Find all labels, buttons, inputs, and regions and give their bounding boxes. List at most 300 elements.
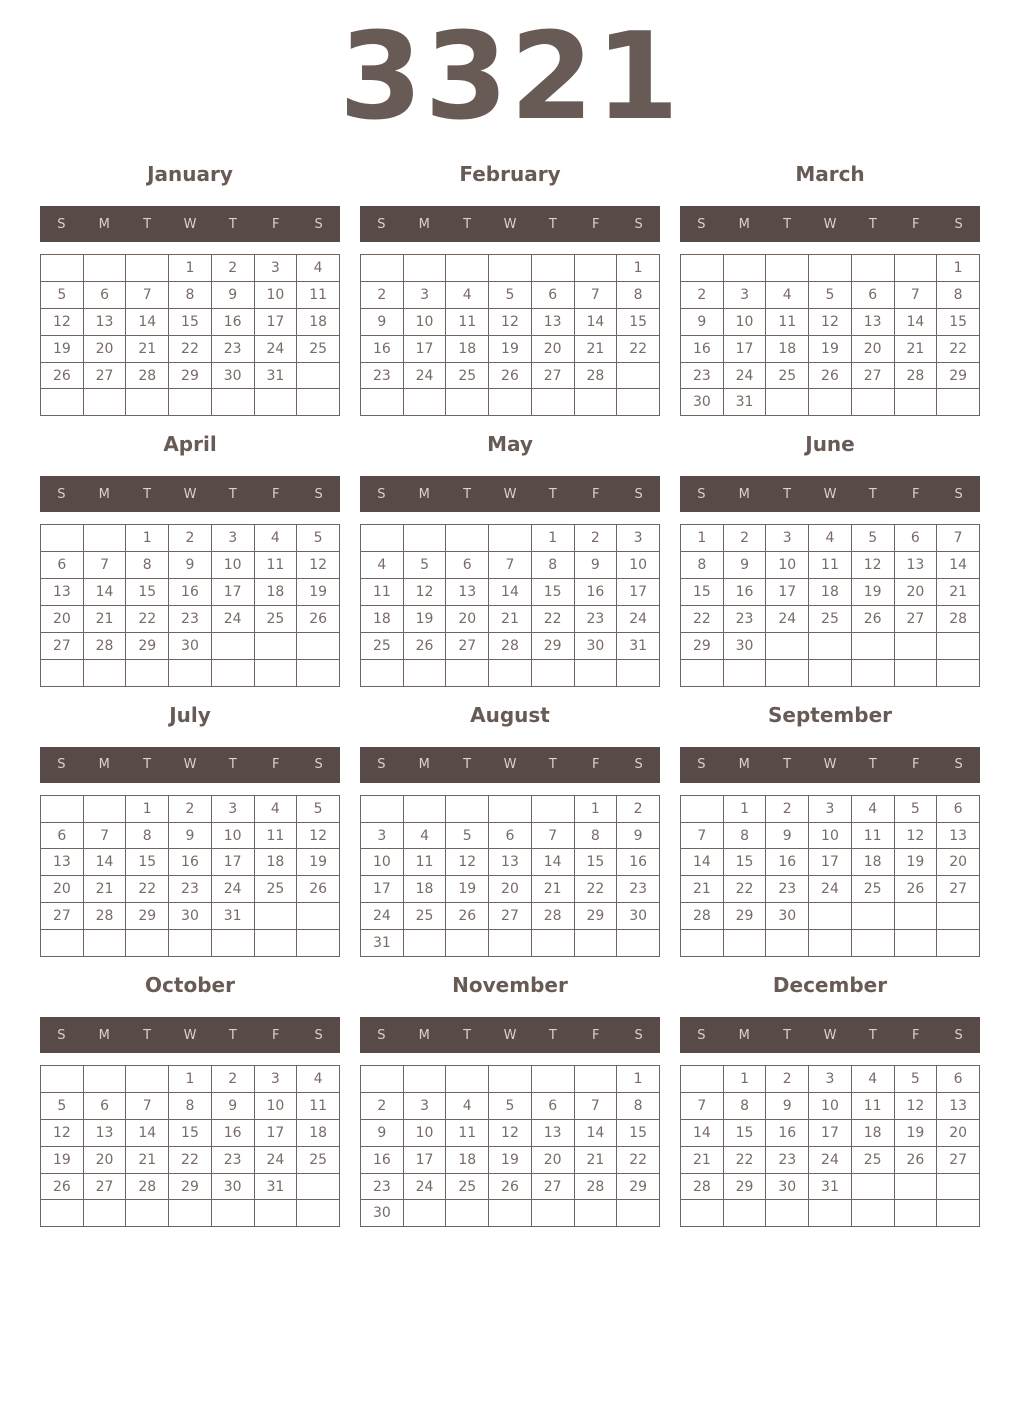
date-cell: 5	[809, 281, 852, 308]
date-cell: 5	[403, 552, 446, 579]
date-cell: 28	[681, 903, 724, 930]
date-cell: 4	[809, 525, 852, 552]
date-cell: 25	[446, 1173, 489, 1200]
date-grid-body	[361, 525, 660, 686]
date-grid	[680, 1065, 980, 1227]
date-cell: 24	[254, 335, 297, 362]
date-cell: 3	[403, 281, 446, 308]
date-cell: 27	[446, 632, 489, 659]
date-cell: 27	[83, 362, 126, 389]
week-row	[361, 876, 660, 903]
date-cell: 16	[574, 579, 617, 606]
date-cell: 10	[211, 552, 254, 579]
date-cell: 28	[489, 632, 532, 659]
date-cell: 20	[83, 1146, 126, 1173]
week-row	[361, 1119, 660, 1146]
weekday-label: M	[98, 216, 110, 232]
empty-cell	[169, 930, 212, 957]
weekday-label: S	[954, 216, 963, 232]
week-row	[681, 659, 980, 686]
date-cell: 23	[361, 1173, 404, 1200]
week-row	[361, 362, 660, 389]
weekday-label: W	[503, 757, 517, 773]
date-cell: 19	[489, 335, 532, 362]
date-cell: 31	[617, 632, 660, 659]
weekday-label: T	[143, 1027, 152, 1043]
weekday-label: T	[463, 216, 472, 232]
empty-cell	[574, 659, 617, 686]
date-cell: 23	[361, 362, 404, 389]
date-cell: 22	[617, 335, 660, 362]
weekday-label: T	[548, 486, 557, 502]
date-grid-body	[361, 255, 660, 416]
week-row	[41, 525, 340, 552]
weekday-label: F	[591, 757, 600, 773]
date-cell: 21	[681, 1146, 724, 1173]
empty-cell	[361, 389, 404, 416]
date-cell: 27	[937, 876, 980, 903]
date-grid	[40, 254, 340, 416]
date-cell: 24	[766, 606, 809, 633]
empty-cell	[809, 903, 852, 930]
date-cell: 18	[766, 335, 809, 362]
date-cell: 15	[531, 579, 574, 606]
date-cell: 11	[446, 1119, 489, 1146]
date-cell: 8	[937, 281, 980, 308]
weekday-label: T	[868, 1027, 877, 1043]
date-grid	[360, 795, 660, 957]
weekday-label: T	[228, 486, 237, 502]
empty-cell	[41, 930, 84, 957]
weekday-label: M	[98, 486, 110, 502]
date-cell: 6	[937, 795, 980, 822]
weekday-label: S	[697, 216, 706, 232]
weekday-label: W	[823, 757, 837, 773]
week-row	[681, 632, 980, 659]
date-cell: 19	[41, 1146, 84, 1173]
empty-cell	[403, 525, 446, 552]
date-cell: 1	[169, 255, 212, 282]
date-cell: 24	[617, 606, 660, 633]
date-grid-body	[681, 1066, 980, 1227]
empty-cell	[446, 1200, 489, 1227]
date-cell: 20	[41, 606, 84, 633]
date-cell: 21	[681, 876, 724, 903]
date-cell: 25	[446, 362, 489, 389]
date-cell: 14	[937, 552, 980, 579]
week-row	[681, 930, 980, 957]
date-cell: 27	[851, 362, 894, 389]
date-cell: 25	[254, 876, 297, 903]
empty-cell	[254, 903, 297, 930]
date-cell: 6	[894, 525, 937, 552]
week-row	[361, 389, 660, 416]
date-cell: 27	[489, 903, 532, 930]
empty-cell	[297, 1173, 340, 1200]
week-row	[681, 552, 980, 579]
date-cell: 9	[766, 1092, 809, 1119]
date-cell: 9	[681, 308, 724, 335]
date-cell: 28	[126, 1173, 169, 1200]
date-cell: 25	[361, 632, 404, 659]
weekday-label: S	[377, 216, 386, 232]
date-cell: 1	[937, 255, 980, 282]
empty-cell	[83, 795, 126, 822]
date-cell: 31	[254, 362, 297, 389]
date-cell: 1	[723, 795, 766, 822]
date-cell: 4	[254, 795, 297, 822]
date-cell: 15	[617, 308, 660, 335]
week-row	[361, 1092, 660, 1119]
month-calendar	[680, 433, 980, 686]
weekday-label: W	[183, 486, 197, 502]
date-cell: 9	[361, 308, 404, 335]
weekday-label: F	[591, 1027, 600, 1043]
date-cell: 12	[403, 579, 446, 606]
empty-cell	[297, 903, 340, 930]
week-row	[41, 1119, 340, 1146]
weekday-label: M	[98, 1027, 110, 1043]
date-cell: 30	[211, 362, 254, 389]
weekday-label: S	[697, 757, 706, 773]
weekday-label: T	[548, 216, 557, 232]
date-cell: 22	[574, 876, 617, 903]
empty-cell	[254, 930, 297, 957]
date-grid-body	[41, 795, 340, 956]
week-row	[41, 552, 340, 579]
empty-cell	[531, 255, 574, 282]
weekday-header	[680, 1017, 980, 1053]
week-row	[681, 389, 980, 416]
date-cell: 29	[723, 1173, 766, 1200]
date-cell: 12	[446, 849, 489, 876]
week-row	[41, 281, 340, 308]
date-cell: 25	[297, 1146, 340, 1173]
week-row	[361, 1066, 660, 1093]
date-cell: 15	[169, 1119, 212, 1146]
date-cell: 10	[403, 1119, 446, 1146]
date-cell: 13	[937, 1092, 980, 1119]
weekday-label: S	[634, 757, 643, 773]
date-cell: 2	[361, 1092, 404, 1119]
date-cell: 5	[297, 525, 340, 552]
date-cell: 13	[41, 849, 84, 876]
date-cell: 20	[489, 876, 532, 903]
empty-cell	[297, 1200, 340, 1227]
weekday-label: S	[377, 1027, 386, 1043]
year-title: 3321	[339, 8, 681, 147]
date-cell: 11	[403, 849, 446, 876]
date-cell: 18	[809, 579, 852, 606]
date-cell: 9	[169, 822, 212, 849]
date-cell: 30	[169, 903, 212, 930]
date-cell: 16	[211, 308, 254, 335]
date-cell: 25	[851, 876, 894, 903]
date-cell: 10	[766, 552, 809, 579]
weekday-label: M	[738, 216, 750, 232]
date-cell: 22	[681, 606, 724, 633]
date-cell: 20	[937, 1119, 980, 1146]
date-cell: 8	[723, 1092, 766, 1119]
date-cell: 5	[489, 1092, 532, 1119]
empty-cell	[894, 659, 937, 686]
date-cell: 6	[851, 281, 894, 308]
date-cell: 4	[446, 281, 489, 308]
week-row	[681, 525, 980, 552]
empty-cell	[254, 632, 297, 659]
date-cell: 8	[126, 552, 169, 579]
week-row	[361, 579, 660, 606]
date-cell: 21	[574, 335, 617, 362]
date-cell: 2	[361, 281, 404, 308]
weekday-label: T	[868, 216, 877, 232]
date-cell: 3	[617, 525, 660, 552]
date-cell: 17	[766, 579, 809, 606]
date-cell: 22	[531, 606, 574, 633]
month-calendar	[360, 974, 660, 1227]
week-row	[361, 930, 660, 957]
empty-cell	[851, 659, 894, 686]
date-cell: 29	[531, 632, 574, 659]
empty-cell	[446, 525, 489, 552]
date-cell: 20	[41, 876, 84, 903]
date-cell: 18	[851, 1119, 894, 1146]
date-cell: 26	[41, 1173, 84, 1200]
empty-cell	[489, 255, 532, 282]
date-cell: 17	[723, 335, 766, 362]
date-cell: 23	[766, 876, 809, 903]
week-row	[41, 849, 340, 876]
date-cell: 4	[297, 1066, 340, 1093]
empty-cell	[766, 930, 809, 957]
empty-cell	[83, 525, 126, 552]
weekday-label: S	[314, 486, 323, 502]
empty-cell	[851, 1173, 894, 1200]
week-row	[41, 822, 340, 849]
date-cell: 30	[361, 1200, 404, 1227]
empty-cell	[169, 659, 212, 686]
weekday-label: W	[823, 216, 837, 232]
empty-cell	[937, 389, 980, 416]
empty-cell	[211, 1200, 254, 1227]
date-grid-body	[41, 255, 340, 416]
empty-cell	[809, 930, 852, 957]
date-cell: 14	[83, 849, 126, 876]
date-cell: 28	[681, 1173, 724, 1200]
date-cell: 2	[574, 525, 617, 552]
date-cell: 4	[766, 281, 809, 308]
date-cell: 2	[766, 1066, 809, 1093]
week-row	[361, 822, 660, 849]
empty-cell	[937, 659, 980, 686]
week-row	[361, 1146, 660, 1173]
date-cell: 12	[489, 1119, 532, 1146]
weekday-label: T	[548, 757, 557, 773]
weekday-label: S	[697, 486, 706, 502]
date-cell: 22	[723, 876, 766, 903]
date-cell: 16	[617, 849, 660, 876]
weekday-header	[680, 747, 980, 783]
date-cell: 31	[809, 1173, 852, 1200]
date-cell: 31	[723, 389, 766, 416]
empty-cell	[894, 255, 937, 282]
date-cell: 18	[446, 335, 489, 362]
date-cell: 27	[531, 362, 574, 389]
week-row	[361, 659, 660, 686]
weekday-label: M	[418, 216, 430, 232]
month-title: August	[470, 702, 550, 727]
weekday-label: S	[57, 486, 66, 502]
date-cell: 3	[211, 525, 254, 552]
date-cell: 4	[851, 795, 894, 822]
date-cell: 26	[851, 606, 894, 633]
date-cell: 22	[937, 335, 980, 362]
week-row	[41, 335, 340, 362]
weekday-header	[360, 476, 660, 512]
date-cell: 13	[531, 308, 574, 335]
date-cell: 27	[894, 606, 937, 633]
date-cell: 30	[723, 632, 766, 659]
date-cell: 16	[169, 849, 212, 876]
week-row	[41, 1092, 340, 1119]
date-cell: 7	[489, 552, 532, 579]
date-cell: 11	[297, 281, 340, 308]
date-cell: 17	[809, 849, 852, 876]
month-title: December	[772, 973, 888, 998]
date-cell: 30	[169, 632, 212, 659]
date-grid-body	[361, 795, 660, 956]
date-cell: 24	[361, 903, 404, 930]
date-cell: 24	[809, 876, 852, 903]
date-cell: 23	[574, 606, 617, 633]
empty-cell	[83, 1200, 126, 1227]
date-cell: 12	[894, 1092, 937, 1119]
date-cell: 21	[937, 579, 980, 606]
weekday-label: T	[143, 216, 152, 232]
empty-cell	[41, 1066, 84, 1093]
date-cell: 12	[297, 552, 340, 579]
empty-cell	[894, 1200, 937, 1227]
month-calendar	[40, 163, 340, 416]
date-cell: 14	[894, 308, 937, 335]
date-cell: 28	[83, 903, 126, 930]
date-cell: 6	[41, 552, 84, 579]
date-cell: 24	[403, 1173, 446, 1200]
empty-cell	[894, 903, 937, 930]
date-cell: 2	[211, 1066, 254, 1093]
empty-cell	[297, 632, 340, 659]
month-calendar	[360, 433, 660, 686]
month-title: June	[805, 432, 855, 457]
date-cell: 15	[126, 849, 169, 876]
date-cell: 6	[83, 1092, 126, 1119]
empty-cell	[531, 1066, 574, 1093]
date-cell: 12	[489, 308, 532, 335]
empty-cell	[83, 659, 126, 686]
date-cell: 31	[254, 1173, 297, 1200]
date-cell: 7	[937, 525, 980, 552]
month-title: January	[147, 162, 233, 186]
empty-cell	[681, 659, 724, 686]
date-cell: 11	[851, 822, 894, 849]
week-row	[41, 659, 340, 686]
date-cell: 5	[894, 1066, 937, 1093]
date-cell: 19	[41, 335, 84, 362]
date-cell: 22	[617, 1146, 660, 1173]
empty-cell	[766, 659, 809, 686]
week-row	[361, 281, 660, 308]
weekday-header	[680, 476, 980, 512]
weekday-label: S	[314, 1027, 323, 1043]
weekday-label: S	[377, 486, 386, 502]
empty-cell	[574, 930, 617, 957]
week-row	[41, 930, 340, 957]
week-row	[681, 1146, 980, 1173]
week-row	[41, 579, 340, 606]
empty-cell	[531, 659, 574, 686]
week-row	[681, 822, 980, 849]
week-row	[41, 362, 340, 389]
date-cell: 3	[254, 1066, 297, 1093]
weekday-label: F	[911, 486, 920, 502]
date-grid	[680, 254, 980, 416]
date-cell: 24	[254, 1146, 297, 1173]
date-cell: 2	[766, 795, 809, 822]
weekday-label: S	[954, 757, 963, 773]
weekday-label: T	[143, 757, 152, 773]
date-cell: 16	[169, 579, 212, 606]
empty-cell	[83, 255, 126, 282]
date-cell: 30	[766, 903, 809, 930]
weekday-label: M	[418, 1027, 430, 1043]
week-row	[361, 795, 660, 822]
empty-cell	[894, 1173, 937, 1200]
week-row	[41, 1066, 340, 1093]
date-cell: 26	[41, 362, 84, 389]
date-cell: 11	[851, 1092, 894, 1119]
empty-cell	[574, 1200, 617, 1227]
weekday-label: W	[183, 757, 197, 773]
date-cell: 15	[169, 308, 212, 335]
date-cell: 9	[211, 1092, 254, 1119]
weekday-label: T	[228, 216, 237, 232]
date-cell: 31	[361, 930, 404, 957]
empty-cell	[937, 903, 980, 930]
weekday-header	[680, 206, 980, 242]
date-cell: 27	[937, 1146, 980, 1173]
date-cell: 7	[681, 822, 724, 849]
week-row	[41, 1146, 340, 1173]
empty-cell	[617, 1200, 660, 1227]
date-cell: 24	[211, 876, 254, 903]
date-cell: 23	[681, 362, 724, 389]
date-cell: 28	[83, 632, 126, 659]
date-cell: 26	[809, 362, 852, 389]
date-grid	[680, 795, 980, 957]
date-cell: 21	[83, 606, 126, 633]
date-cell: 27	[41, 903, 84, 930]
weekday-label: S	[634, 216, 643, 232]
empty-cell	[766, 632, 809, 659]
weekday-label: F	[591, 486, 600, 502]
date-cell: 17	[211, 849, 254, 876]
week-row	[361, 903, 660, 930]
month-calendar	[40, 433, 340, 686]
weekday-label: M	[418, 486, 430, 502]
date-cell: 20	[894, 579, 937, 606]
date-cell: 20	[851, 335, 894, 362]
empty-cell	[809, 389, 852, 416]
